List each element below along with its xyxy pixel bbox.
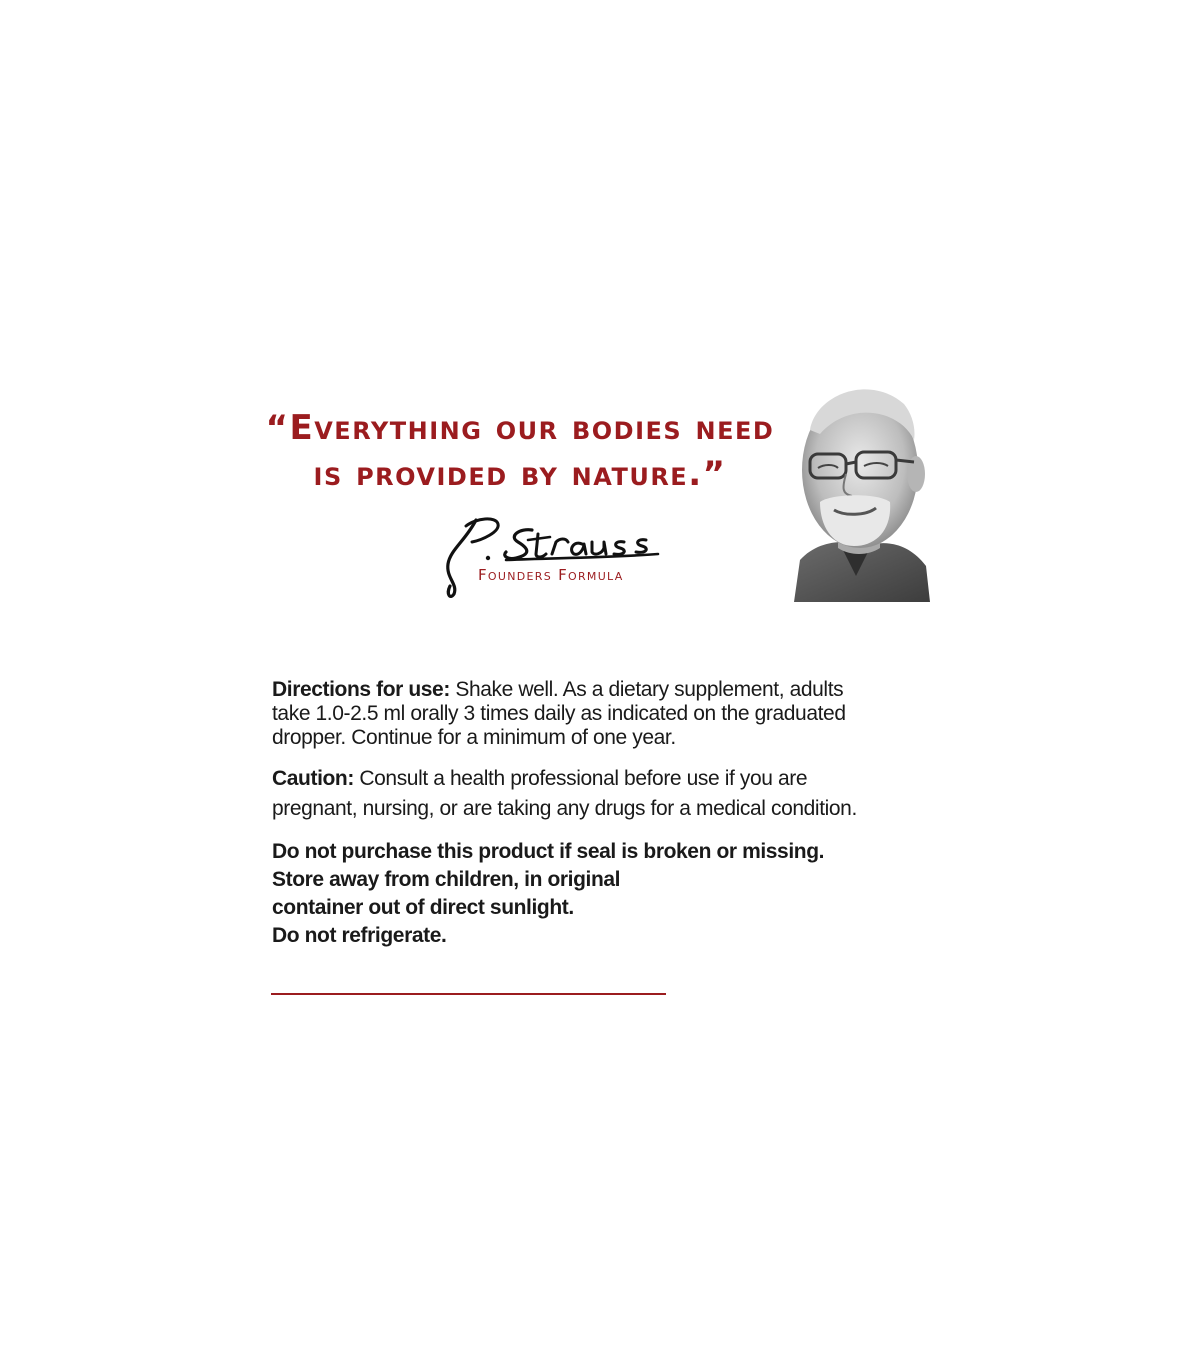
caution-heading: Caution:: [272, 767, 354, 790]
caution-paragraph: [272, 764, 872, 824]
divider-line: [271, 993, 666, 995]
signature-icon: [436, 510, 676, 602]
warning-line: Do not purchase this product if seal is broken or missing.: [272, 840, 825, 863]
caution-text: Consult a health professional before use if you are pregnant, nursing, or are taking any drugs for a medical condition.: [272, 767, 857, 820]
founder-quote: [240, 405, 800, 497]
founder-portrait-icon: [780, 370, 930, 602]
directions-heading: Directions for use:: [272, 678, 450, 701]
directions-text: Shake well. As a dietary supplement, adults take 1.0-2.5 ml orally 3 times daily as indicated on the graduated dropper. Continue for a minimum of one year.: [272, 678, 846, 749]
storage-warnings: [272, 838, 872, 950]
quote-line-1: “Everything our bodies need: [265, 408, 775, 448]
warning-line: container out of direct sunlight.: [272, 896, 574, 919]
warning-line: Do not refrigerate.: [272, 924, 447, 947]
warning-line: Store away from children, in original: [272, 868, 621, 891]
directions-paragraph: [272, 678, 872, 750]
label-text: [272, 678, 872, 950]
signature-block: [436, 510, 676, 602]
quote-line-2: is provided by nature.”: [313, 454, 727, 494]
founders-formula-label: Founders Formula: [478, 566, 624, 584]
